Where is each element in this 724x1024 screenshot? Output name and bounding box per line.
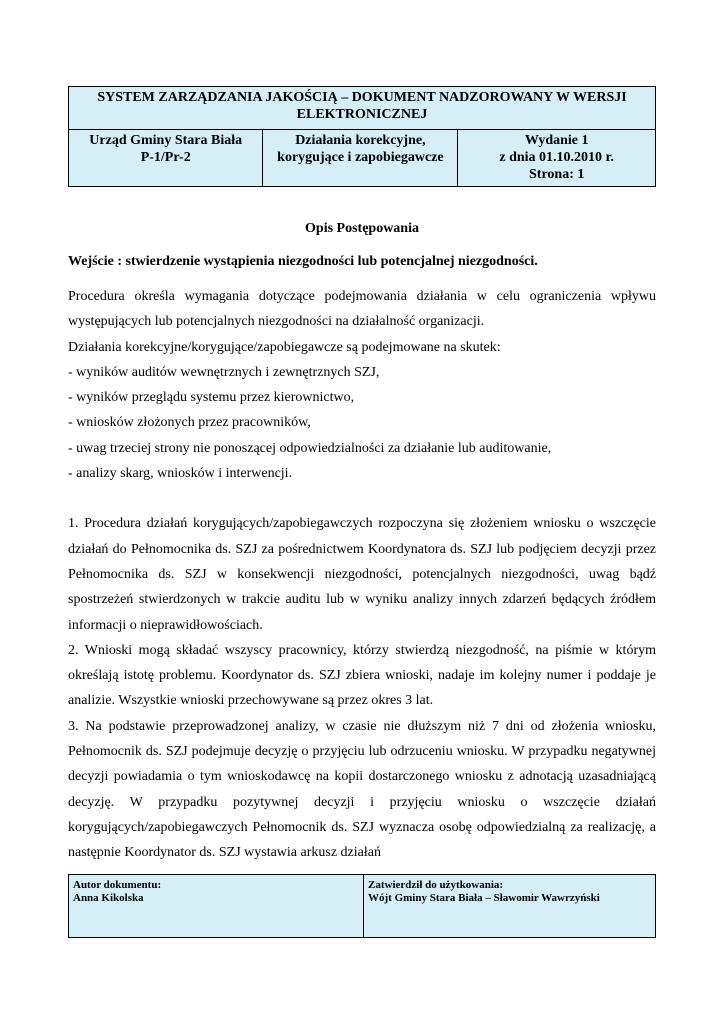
header-edition: Wydanie 1 <box>524 133 589 148</box>
header-title: SYSTEM ZARZĄDZANIA JAKOŚCIĄ – DOKUMENT NADZOROWANY W WERSJI ELEKTRONICZNEJ <box>69 87 656 130</box>
cause-item: - wniosków złożonych przez pracowników, <box>68 415 311 431</box>
header-page: Strona: 1 <box>529 167 585 182</box>
footer-author-name: Anna Kikolska <box>73 892 144 904</box>
header-date: z dnia 01.10.2010 r. <box>499 150 614 165</box>
cause-item: - uwag trzeciej strony nie ponoszącej odpowiedzialności za działanie lub auditowanie, <box>68 440 552 456</box>
footer-author-cell <box>69 875 364 938</box>
cause-item: - wyników przeglądu systemu przez kierownictwo, <box>68 390 355 406</box>
procedure-point-2: 2. Wnioski mogą składać wszyscy pracownicy, którzy stwierdzą niezgodność, na piśmie w którym określają istotę problemu. Koordynator ds. SZJ zbiera wnioski, nadaje im kolejny numer i poddaje je analizie. Wszystkie wnioski przechowywane są przez okres 3 lat. <box>68 642 656 709</box>
footer-author-label: Autor dokumentu: <box>73 879 162 891</box>
cause-item: - wyników auditów wewnętrznych i zewnętrznych SZJ, <box>68 364 380 380</box>
header-subject-cell <box>263 130 458 187</box>
paragraph-gap <box>68 486 656 511</box>
causes-lead: Działania korekcyjne/korygujące/zapobiegawcze są podejmowane na skutek: <box>68 339 501 355</box>
document-header-table <box>68 86 656 187</box>
header-office-cell <box>69 130 263 187</box>
document-body <box>68 284 656 866</box>
entry-statement: Wejście : stwierdzenie wystąpienia niezgodności lub potencjalnej niezgodności. <box>68 254 538 269</box>
cause-item: - analizy skarg, wniosków i interwencji. <box>68 466 293 482</box>
procedure-point-3: 3. Na podstawie przeprowadzonej analizy, w czasie nie dłuższym niż 7 dni od złożenia wniosku, Pełnomocnik ds. SZJ podejmuje decyzję o przyjęciu lub odrzuceniu wniosku. W przypadku negatywnej decyzji powiadamia o tym wnioskodawcę na kopii dostarczonego wniosku z adnotacją uzasadniającą decyzję. W przypadku pozytywnej decyzji i przyjęciu wniosku o wszczęcie działań korygujących/zapobiegawczych Pełnomocnik ds. SZJ wyznacza osobę odpowiedzialną za realizację, a następnie Koordynator ds. SZJ wystawia arkusz działań <box>68 718 656 861</box>
header-office: Urząd Gminy Stara Biała <box>89 133 243 148</box>
header-subject-line2: korygujące i zapobiegawcze <box>277 150 444 165</box>
procedure-point-1: 1. Procedura działań korygujących/zapobiegawczych rozpoczyna się złożeniem wniosku o wszczęcie działań do Pełnomocnika ds. SZJ za pośrednictwem Koordynatora ds. SZJ lub podjęciem decyzji przez Pełnomocnika ds. SZJ w konsekwencji niezgodności, potencjalnych niezgodności, uwag bądź spostrzeżeń stwierdzonych w trakcie auditu lub w wyniku analizy innych zdarzeń będących źródłem informacji o nieprawidłowościach. <box>68 516 656 633</box>
intro-paragraph: Procedura określa wymagania dotyczące podejmowania działania w celu ograniczenia wpływu występujących lub potencjalnych niezgodności na działalność organizacji. <box>68 289 656 330</box>
footer-approved-cell <box>364 875 656 938</box>
header-code: P-1/Pr-2 <box>140 150 191 165</box>
footer-approved-label: Zatwierdził do użytkowania: <box>368 879 504 891</box>
footer-approved-name: Wójt Gminy Stara Biała – Sławomir Wawrzyński <box>368 892 600 904</box>
document-footer-table <box>68 874 656 938</box>
header-subject-line1: Działania korekcyjne, <box>295 133 426 148</box>
header-edition-cell <box>458 130 656 187</box>
document-heading: Opis Postępowania <box>305 221 419 236</box>
